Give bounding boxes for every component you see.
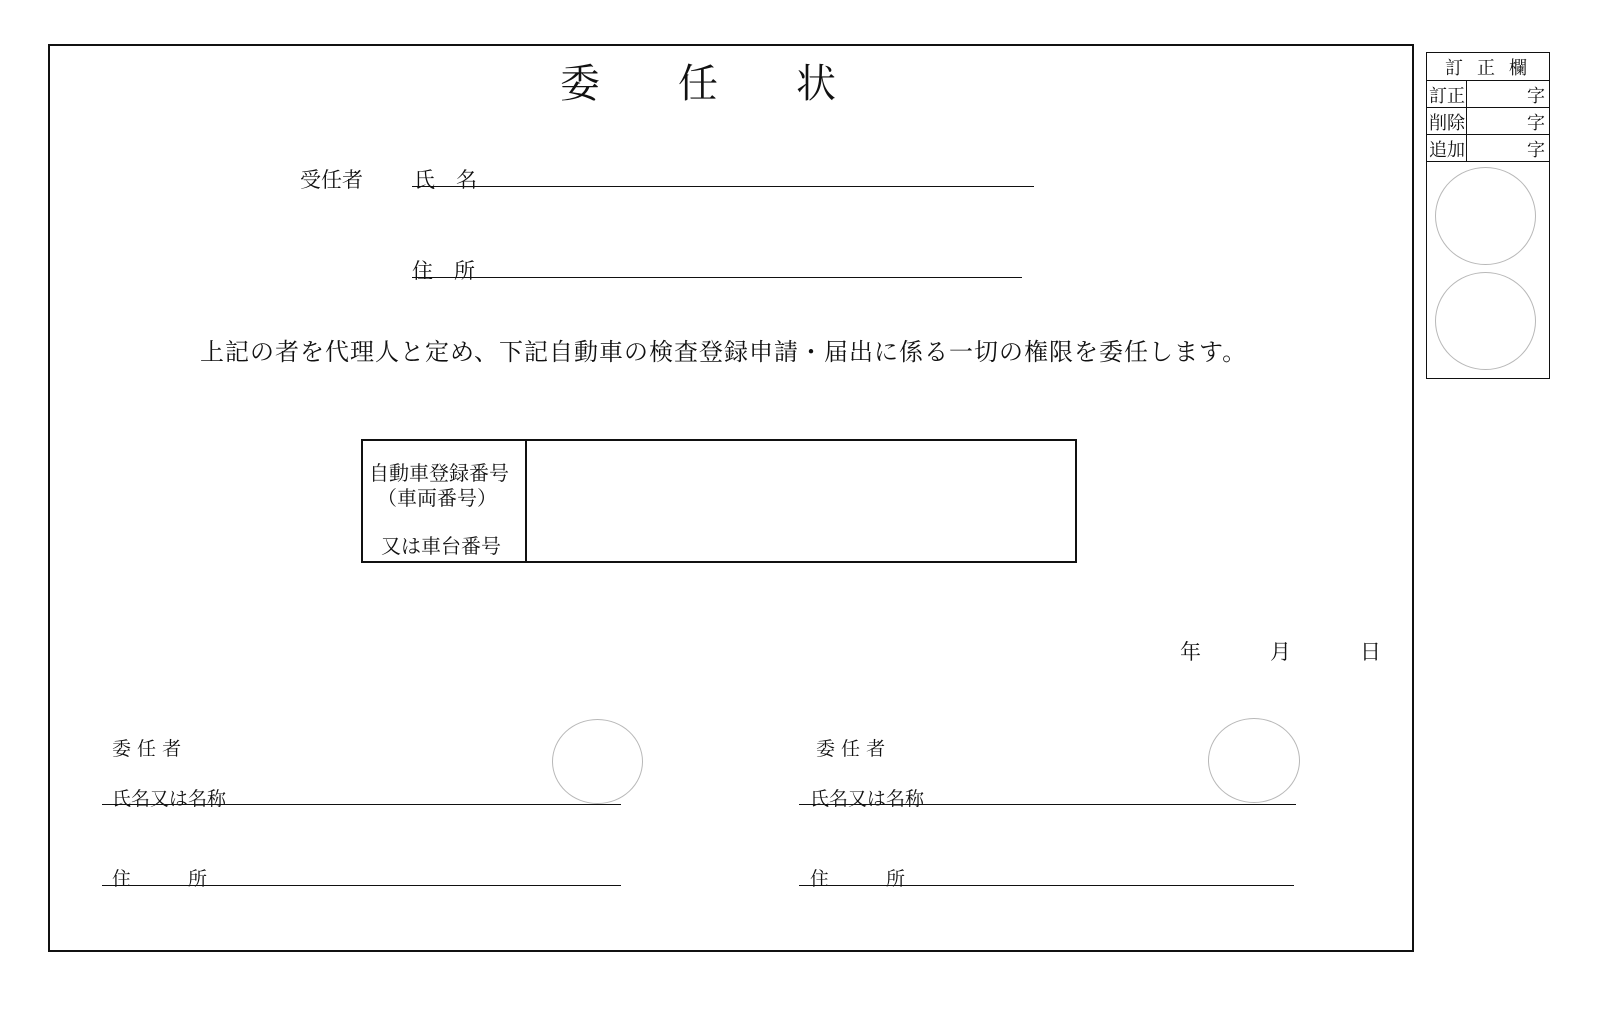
grantor-left-name-label: 氏名又は名称 — [112, 788, 227, 810]
grantee-name-label: 氏 名 — [414, 168, 477, 192]
correction-seal-circle-1 — [1435, 167, 1536, 265]
correction-row-unit: 字 — [1527, 86, 1545, 107]
grantee-address-label: 住 所 — [412, 259, 475, 283]
correction-row-label: 追加 — [1429, 140, 1465, 161]
registration-label-line1: 自動車登録番号 — [369, 461, 509, 485]
grantor-left-address-field[interactable] — [102, 885, 621, 886]
grantor-right-address-field[interactable] — [799, 885, 1294, 886]
date-month: 月 — [1270, 640, 1291, 664]
correction-row-edit — [1427, 80, 1549, 107]
grantor-right-name-label: 氏名又は名称 — [810, 788, 925, 810]
grantee-address-field[interactable] — [412, 277, 1022, 278]
registration-number-field[interactable] — [529, 441, 1075, 561]
correction-row-add — [1427, 134, 1549, 161]
correction-header: 訂正欄 — [1445, 58, 1541, 79]
registration-box — [361, 439, 1077, 563]
grantor-left-label: 委 任 者 — [112, 738, 182, 760]
registration-label-line3: 又は車台番号 — [381, 534, 501, 558]
grantor-right-address-label: 住 所 — [810, 868, 906, 890]
form-title: 委任状 — [560, 61, 914, 107]
correction-row-label: 削除 — [1429, 113, 1465, 134]
delegation-statement: 上記の者を代理人と定め、下記自動車の検査登録申請・届出に係る一切の権限を委任します。 — [200, 338, 1248, 366]
correction-divider — [1427, 161, 1549, 162]
correction-row-delete — [1427, 107, 1549, 134]
correction-panel — [1426, 52, 1550, 379]
grantor-left-name-field[interactable] — [102, 804, 621, 805]
grantee-label: 受任者 — [300, 168, 363, 192]
grantor-right-name-field[interactable] — [799, 804, 1296, 805]
grantor-right-seal-circle — [1208, 718, 1300, 803]
date-day: 日 — [1360, 640, 1381, 664]
registration-label-line2: （車両番号） — [377, 486, 497, 510]
grantee-name-field[interactable] — [412, 186, 1034, 187]
grantor-left-seal-circle — [552, 719, 643, 804]
grantor-left-address-label: 住 所 — [112, 868, 208, 890]
correction-seal-circle-2 — [1435, 272, 1536, 370]
correction-row-label: 訂正 — [1429, 86, 1465, 107]
date-year: 年 — [1180, 640, 1201, 664]
grantor-right-label: 委 任 者 — [816, 738, 886, 760]
correction-row-unit: 字 — [1527, 140, 1545, 161]
registration-divider — [525, 441, 527, 561]
correction-row-unit: 字 — [1527, 113, 1545, 134]
